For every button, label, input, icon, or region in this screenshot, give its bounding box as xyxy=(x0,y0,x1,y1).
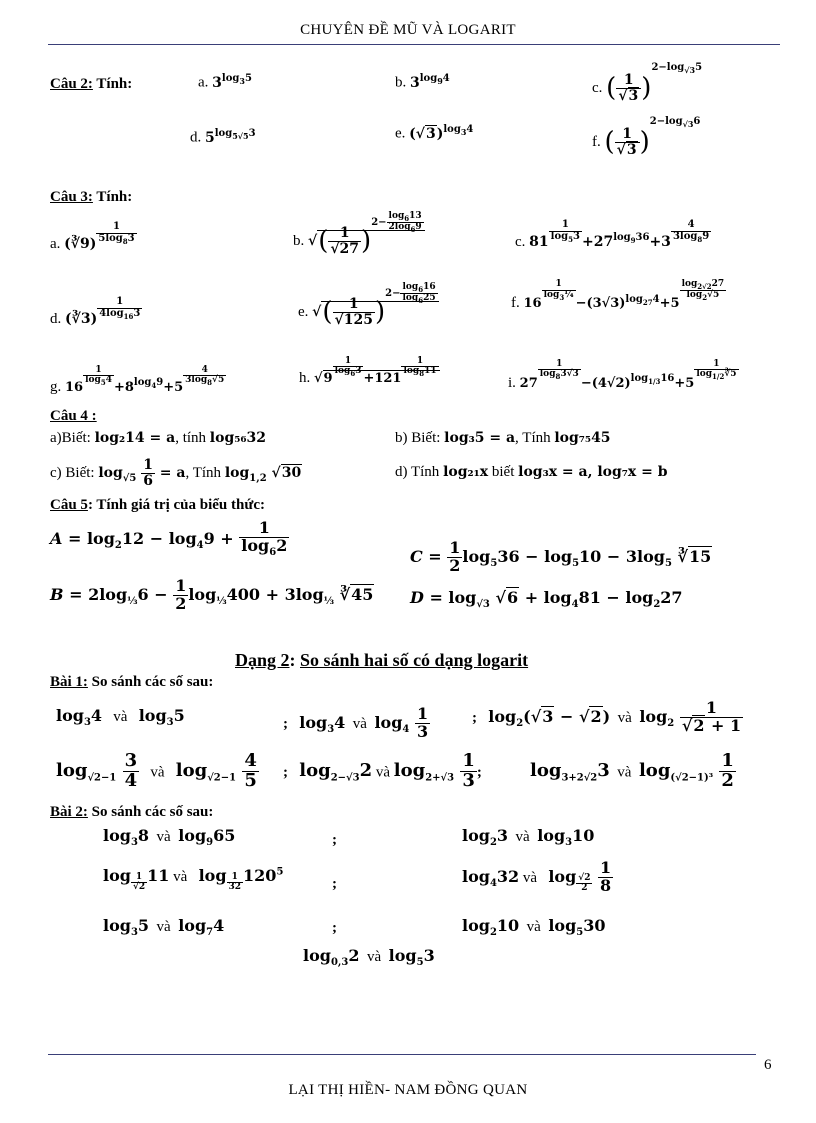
dang2-title xyxy=(235,650,528,671)
cau5-expr-D: $D = \log_{√3} √6 + \log_481 - \log_227$ xyxy=(410,588,683,611)
footer-author: LẠI THỊ HIỀN- NAM ĐỒNG QUAN xyxy=(288,1082,528,1098)
dang2-label: Dạng 2 xyxy=(235,650,290,670)
cau3-item-h: h. √9 $^{\frac{1}{\log_63}}$ +121 $^{\frac{1}{\log_811}}$ xyxy=(299,357,440,387)
header-rule xyxy=(48,44,780,45)
bai1-instruction: So sánh các số sau: xyxy=(91,674,214,690)
footer-rule xyxy=(48,1054,756,1055)
cau3-item-i: i. 27 $^{\frac{1}{\log_83√3}}$ $-(4√2)^{log_{1/3}16}+5$ $^{\frac{1}{\log_{1/2}∛5}}$ xyxy=(508,359,737,391)
bai2-pair-4: $\log_432$ và log $_{\frac{√2}{2}}$ $\frac{1}{8}$ xyxy=(462,858,612,895)
cau5-instruction: : Tính giá trị của biểu thức: xyxy=(87,497,266,513)
bai2-separator-1: ; xyxy=(332,832,337,848)
dang2-heading-text: So sánh hai số có dạng logarit xyxy=(300,650,529,670)
cau3-item-c: c. 81 $^{\frac{1}{\log_53}}$ $+27^{log_936}+3$ $^{\frac{4}{3\log_89}}$ xyxy=(515,219,710,250)
bai2-pair-5: $\log_35$ và $\log_74$ xyxy=(103,916,225,939)
bai2-pair-6: $\log_210$ và $\log_530$ xyxy=(462,916,606,939)
cau2-item-b: b. $3^{log_94}$ xyxy=(395,73,450,91)
cau4-part-a: a)Biết: log₂14 = a, tính log₅₆32 xyxy=(50,430,266,446)
cau3-item-a: a. (∛9) $^{\frac{1}{5\log_83}}$ xyxy=(50,221,135,252)
page-number: 6 xyxy=(764,1057,772,1073)
cau3-instruction: Tính: xyxy=(96,189,133,205)
cau2-item-d: d. $5^{log_{5√5}3}$ xyxy=(190,128,256,146)
cau3-label: Câu 3: xyxy=(50,189,93,205)
page-header-title: CHUYÊN ĐỀ MŨ VÀ LOGARIT xyxy=(300,22,516,38)
cau2-item-e: e. $(√3)^{log_34}$ xyxy=(395,124,474,142)
cau5-label: Câu 5 xyxy=(50,497,88,513)
bai1-pair-4: $\log_{√2-1}$ $\frac{3}{4}$ và $\log_{√2-1}$ $\frac{4}{5}$ xyxy=(56,750,257,791)
cau5-expr-B: $B = 2\log_{\frac{1}{3}}6$ − $\frac{1}{2}$ $\log_{\frac{1}{3}}400 + 3\log_{\frac{1}{3}}$ ∛45 xyxy=(50,576,374,613)
cau2-label: Câu 2: xyxy=(50,76,93,92)
bai2-separator-3: ; xyxy=(332,920,337,936)
bai1-pair-3: ; $\log_2(√3 - √2)$ và $\log_2$ $\frac{1}{√2 + 1}$ xyxy=(472,698,742,735)
bai2-pair-7: $\log_{0,3}2$ và $\log_53$ xyxy=(303,946,435,969)
bai1-pair-6: $\log_{3+2√2}3$ và $\log_{(√2-1)^3}$ $\frac{1}{2}$ xyxy=(530,750,734,791)
cau2-item-f: f. ( $\frac{1}{√3}$ )$^{2-log_{√3}6}$ xyxy=(592,116,701,158)
dang2-colon: : xyxy=(289,650,296,670)
cau5-expr-A: $A = \log_212 - \log_49$ + $\frac{1}{\log_62}$ xyxy=(50,518,288,558)
cau5-expr-C: C = $\frac{1}{2}$ $\log_536 - \log_510 - 3\log_5$ ∛15 xyxy=(410,538,712,575)
cau3-heading xyxy=(50,189,132,206)
cau2-item-c: c. ( $\frac{1}{√3}$ )$^{2-log_{√3}5}$ xyxy=(592,62,703,104)
bai1-pair-1: $\log_34$ và $\log_35$ xyxy=(56,706,185,729)
bai2-pair-1: $\log_38$ và $\log_965$ xyxy=(103,826,236,849)
cau2-heading xyxy=(50,76,132,93)
cau3-item-d: d. (∛3) $^{\frac{1}{4\log_{16}3}}$ xyxy=(50,296,141,327)
bai2-separator-2: ; xyxy=(332,876,337,892)
bai2-pair-2: $\log_23$ và $\log_310$ xyxy=(462,826,595,849)
cau4-part-d: d) Tính log₂₁x biết log₃x = a, log₇x = b xyxy=(395,464,668,480)
cau4-part-b: b) Biết: log₃5 = a, Tính log₇₅45 xyxy=(395,430,611,446)
bai1-pair-5: ; $\log_{2-√3}2$ và $\log_{2+√3}$ $\frac{1}{3}$ ; xyxy=(283,750,482,791)
cau3-item-e: e. √( $\frac{1}{√125}$ )$^{2- \frac{\log_616}{\log_625}}$ xyxy=(298,283,439,327)
bai1-pair-2: ; $\log_34$ và $\log_4$ $\frac{1}{3}$ xyxy=(283,704,429,741)
cau3-item-f: f. 16 $^{\frac{1}{\log_3\frac{1}{4}}}$ $-(3√3)^{log_{27}4}+5$ $^{\frac{\log_{2√2}27}{\log_2√5}}$ xyxy=(511,279,725,312)
cau2-item-a: a. $3^{log_35}$ xyxy=(198,73,252,91)
bai2-label: Bài 2: xyxy=(50,804,88,820)
bai2-pair-3: log $_{\frac{1}{√2}}$ 11 và log $_{\frac{1}{32}}$ $120^5$ xyxy=(103,866,284,893)
cau4-label: Câu 4 : xyxy=(50,408,97,424)
cau3-item-b: b. √( $\frac{1}{√27}$ )$^{2- \frac{\log_613}{2\log_69}}$ xyxy=(293,212,425,256)
cau4-part-c: c) Biết: $\log_{√5}$ $\frac{1}{6}$ = a, Tính $\log_{1,2} √30$ xyxy=(50,457,302,489)
bai2-heading xyxy=(50,804,213,821)
bai2-instruction: So sánh các số sau: xyxy=(91,804,214,820)
cau3-item-g: g. 16 $^{\frac{1}{\log_54}}$ $+8^{log_49}+5$ $^{\frac{4}{3\log_8√5}}$ xyxy=(50,365,225,395)
cau2-instruction: Tính: xyxy=(96,76,133,92)
cau5-heading xyxy=(50,497,265,514)
bai1-heading xyxy=(50,674,213,691)
bai1-label: Bài 1: xyxy=(50,674,88,690)
